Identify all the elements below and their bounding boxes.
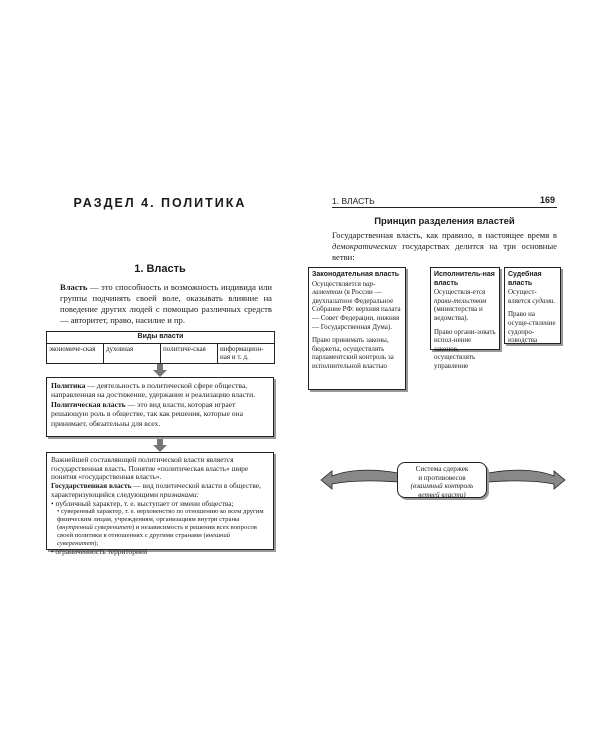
judicial-rights: Право на осуще-ствление судопро-изводства bbox=[508, 310, 556, 345]
state-power-intro: Важнейшей составляющей политической власти является государственная власть. Понятие «политическая власть» шире понятия «государственная власть». bbox=[51, 455, 249, 482]
arrow-down-icon bbox=[153, 439, 167, 451]
list-item: • ограниченность территорией bbox=[51, 547, 148, 557]
table-cell: духовная bbox=[104, 343, 161, 363]
executive-rights: Право органи-зовать испол-нение законов, осуществлять управление bbox=[434, 327, 496, 370]
political-power-text: — это вид власти, которая играет решающую роль в обществе, так как решения, которые она принимает, обязательны для всех. bbox=[51, 399, 243, 428]
chapter-title: 1. Власть bbox=[134, 263, 186, 275]
judicial-branch-box bbox=[504, 267, 561, 344]
politics-text: — деятельность в политической сфере общества, направленная на достижение, удержание и реализацию власти. bbox=[51, 381, 256, 400]
header-rule bbox=[332, 207, 557, 208]
checks-and-balances-box bbox=[397, 462, 487, 498]
judicial-title: Судебная власть bbox=[508, 271, 542, 287]
arrow-down-icon bbox=[153, 364, 167, 376]
power-definition-text: — это способность и возможность индивида или группы подчинять своей воле, оказывать влияние на поведение других людей с помощью различных средств — авторитет, право, насилие и пр. bbox=[60, 282, 272, 325]
list-item: • суверенный характер, т. е. верховенство по отношению ко всем другим физическим лицам, учреждениям, организациям внутри страны (внутренний суверенитет) и независимость в решении всех вопросов своей политики в отношениях с другими странами (внешний суверенитет); bbox=[57, 508, 264, 548]
principle-title: Принцип разделения властей bbox=[374, 216, 515, 227]
page-number: 169 bbox=[540, 195, 556, 205]
executive-body: Осуществля-ется прави-тельством (министерства и ведомства). bbox=[434, 288, 487, 322]
legislative-body: Осуществляется пар-ламентом (в России — двухпалатное Федеральное Собрание РФ: верхняя палата — Совет Федерации, нижняя — Государственная Дума). bbox=[312, 279, 401, 331]
executive-branch-box bbox=[430, 267, 500, 370]
running-head: 1. ВЛАСТЬ bbox=[332, 196, 375, 206]
executive-title: Исполнитель-ная власть bbox=[434, 271, 495, 287]
separation-intro: Государственная власть, как правило, в настоящее время в демократических государствах делится на три основные ветви: bbox=[332, 230, 557, 262]
politics-term: Политика bbox=[51, 381, 86, 390]
list-item: • публичный характер, т. е. выступает от имени общества; bbox=[51, 498, 234, 508]
politics-box bbox=[46, 377, 274, 437]
checks-line: Система сдержек bbox=[415, 465, 469, 473]
power-definition bbox=[60, 282, 272, 326]
power-term: Власть bbox=[60, 282, 88, 292]
legislative-rights: Право принимать законы, бюджеты, осуществлять парламентский контроль за исполнительной властью bbox=[312, 336, 394, 370]
legislative-title: Законодательная власть bbox=[312, 271, 400, 278]
state-power-definition: Государственная власть — вид политической власти в обществе, характеризующийся следующими признаками: bbox=[51, 481, 261, 499]
checks-line: и противовесов bbox=[418, 473, 466, 482]
table-cell: политиче-ская bbox=[161, 343, 218, 363]
judicial-body: Осущест-вляется судами. bbox=[508, 288, 556, 305]
power-types-table bbox=[46, 331, 275, 364]
legislative-branch-box bbox=[308, 267, 406, 390]
checks-line: ветвей власти) bbox=[418, 490, 466, 499]
section-title: РАЗДЕЛ 4. ПОЛИТИКА bbox=[73, 196, 247, 210]
political-power-term: Политическая власть bbox=[51, 399, 126, 409]
table-cell: экономиче-ская bbox=[47, 343, 104, 363]
state-power-box bbox=[46, 452, 274, 557]
table-cell: информацион-ная и т. д. bbox=[218, 343, 275, 363]
power-types-header: Виды власти bbox=[47, 332, 275, 344]
table-row bbox=[47, 343, 275, 363]
checks-line: (взаимный контроль bbox=[410, 482, 474, 491]
